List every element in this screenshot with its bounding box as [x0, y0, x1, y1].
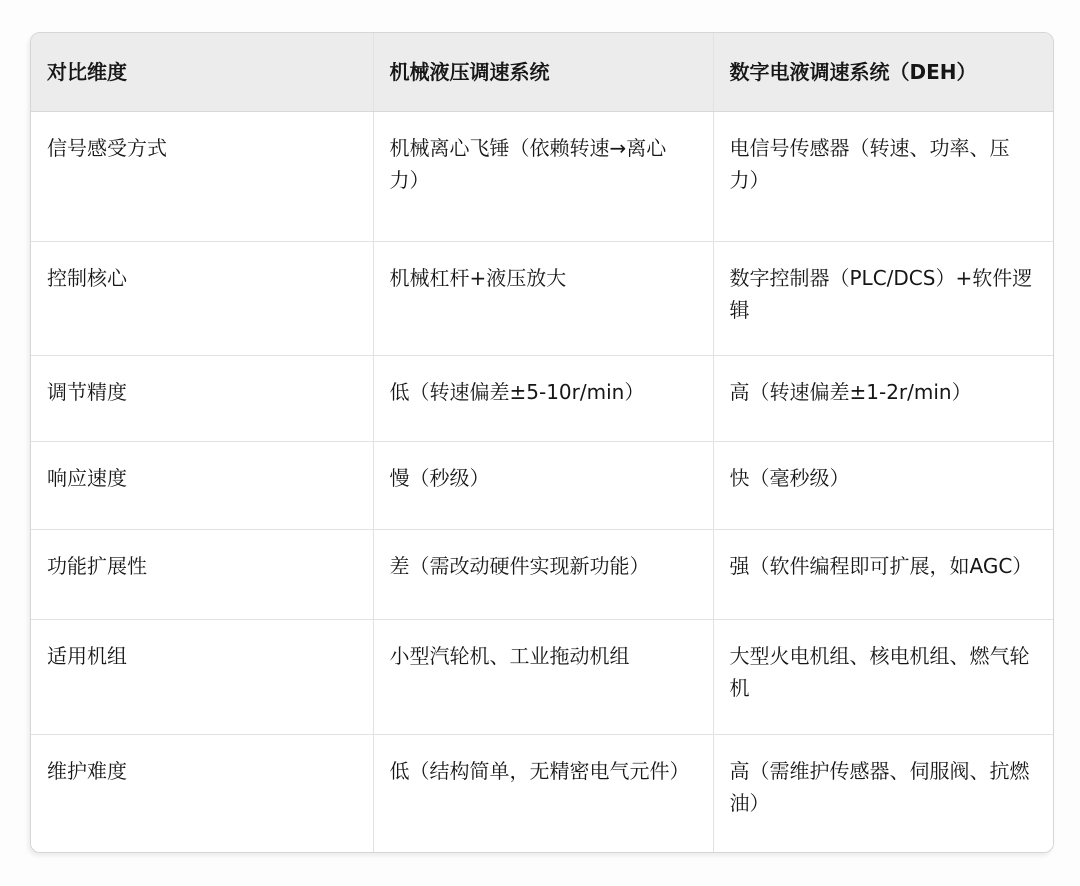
dimension-cell: 功能扩展性 [31, 529, 373, 619]
table-body [31, 111, 1053, 852]
mechanical-system-cell: 差（需改动硬件实现新功能） [373, 529, 713, 619]
deh-system-cell: 数字控制器（PLC/DCS）+软件逻辑 [713, 241, 1053, 355]
deh-system-cell: 快（毫秒级） [713, 441, 1053, 529]
table-row [31, 529, 1053, 619]
header-cell-dimension: 对比维度 [31, 33, 373, 111]
table-row [31, 111, 1053, 241]
mechanical-system-cell: 机械杠杆+液压放大 [373, 241, 713, 355]
dimension-cell: 响应速度 [31, 441, 373, 529]
table-row [31, 355, 1053, 441]
table-row [31, 241, 1053, 355]
table-row [31, 619, 1053, 734]
header-cell-mechanical-system: 机械液压调速系统 [373, 33, 713, 111]
table-header-row [31, 33, 1053, 111]
dimension-cell: 维护难度 [31, 734, 373, 852]
deh-system-cell: 强（软件编程即可扩展，如AGC） [713, 529, 1053, 619]
table-row [31, 734, 1053, 852]
dimension-cell: 信号感受方式 [31, 111, 373, 241]
mechanical-system-cell: 小型汽轮机、工业拖动机组 [373, 619, 713, 734]
dimension-cell: 控制核心 [31, 241, 373, 355]
mechanical-system-cell: 机械离心飞锤（依赖转速→离心力） [373, 111, 713, 241]
mechanical-system-cell: 低（转速偏差±5-10r/min） [373, 355, 713, 441]
comparison-table-container [30, 32, 1054, 853]
mechanical-system-cell: 低（结构简单，无精密电气元件） [373, 734, 713, 852]
dimension-cell: 适用机组 [31, 619, 373, 734]
deh-system-cell: 大型火电机组、核电机组、燃气轮机 [713, 619, 1053, 734]
comparison-table [31, 33, 1053, 852]
deh-system-cell: 高（需维护传感器、伺服阀、抗燃油） [713, 734, 1053, 852]
mechanical-system-cell: 慢（秒级） [373, 441, 713, 529]
dimension-cell: 调节精度 [31, 355, 373, 441]
table-row [31, 441, 1053, 529]
header-cell-deh-system: 数字电液调速系统（DEH） [713, 33, 1053, 111]
deh-system-cell: 电信号传感器（转速、功率、压力） [713, 111, 1053, 241]
deh-system-cell: 高（转速偏差±1-2r/min） [713, 355, 1053, 441]
